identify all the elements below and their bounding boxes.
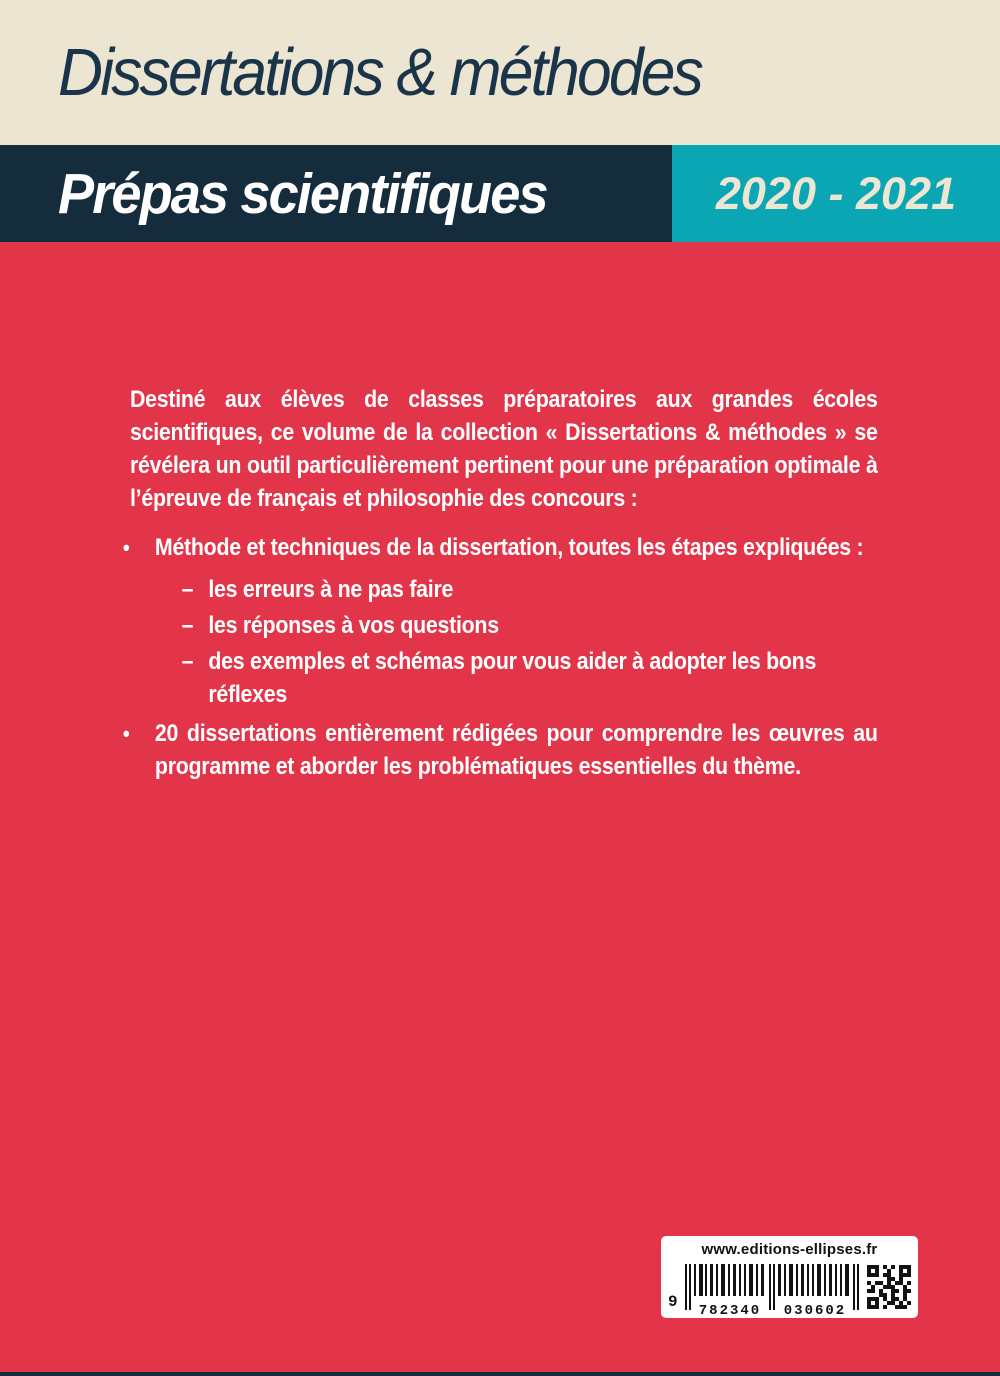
bullet-icon: • xyxy=(122,721,130,746)
edition-years: 2020 - 2021 xyxy=(715,167,957,219)
isbn-lead-digit: 9 xyxy=(668,1293,678,1311)
sub-list-item-text: les erreurs à ne pas faire xyxy=(208,576,454,603)
dash-icon: – xyxy=(181,576,194,603)
list-item-text: Méthode et techniques de la dissertation, toutes les étapes expliquées : xyxy=(154,534,864,561)
collection-band xyxy=(0,145,1000,242)
bottom-accent-strip xyxy=(0,1372,1000,1376)
back-cover-text xyxy=(122,383,878,783)
dash-icon: – xyxy=(181,612,194,639)
publisher-website: www.editions-ellipses.fr xyxy=(701,1241,878,1258)
edition-years-panel xyxy=(672,145,1000,242)
band-title: Prépas scientifiques xyxy=(58,161,547,226)
series-title-band xyxy=(0,0,1000,145)
series-title: Dissertations & méthodes xyxy=(58,35,702,110)
band-title-panel xyxy=(0,145,672,242)
isbn-group-1: 782340 xyxy=(698,1303,762,1319)
feature-list xyxy=(122,531,878,783)
list-item xyxy=(122,531,878,711)
list-item-text: 20 dissertations entièrement rédigées pour comprendre les œuvres au programme et aborder les problématiques essentielles du thème. xyxy=(154,720,878,780)
intro-paragraph: Destiné aux élèves de classes préparatoires aux grandes écoles scientifiques, ce volume de la collection « Dissertations & méthodes » se révélera un outil particulièrement pertinent pour une préparation optimale à l’épreuve de français et philosophie des concours : xyxy=(130,386,878,512)
sub-list-item-text: les réponses à vos questions xyxy=(208,612,499,639)
sub-list-item xyxy=(182,609,878,642)
sub-feature-list xyxy=(182,573,878,711)
sub-list-item-text: des exemples et schémas pour vous aider à adopter les bons réflexes xyxy=(208,648,817,708)
sub-list-item xyxy=(182,573,878,606)
isbn-group-2: 030602 xyxy=(783,1303,847,1319)
barcode-panel xyxy=(661,1236,918,1318)
bullet-icon: • xyxy=(122,535,130,560)
sub-list-item xyxy=(182,645,878,711)
dash-icon: – xyxy=(181,648,194,675)
qr-code-icon xyxy=(867,1265,911,1309)
list-item xyxy=(122,717,878,783)
